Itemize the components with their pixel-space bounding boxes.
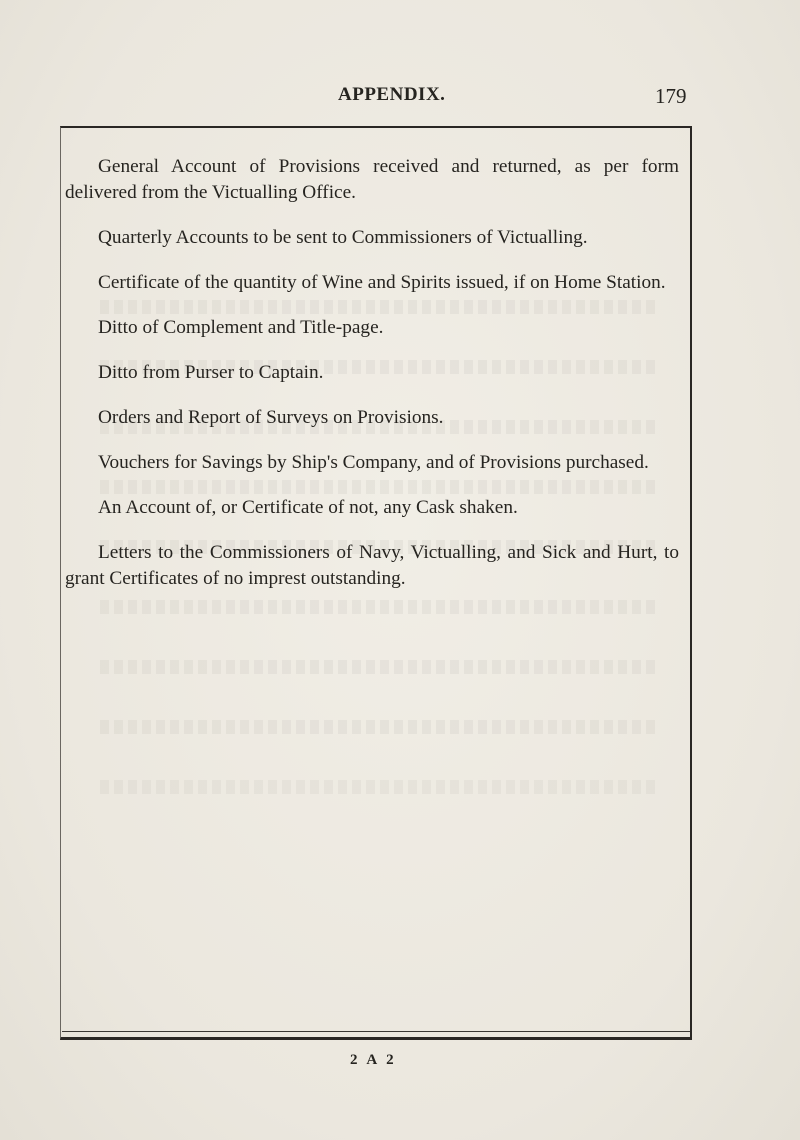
- entry-surveys-on-provisions: Orders and Report of Surveys on Provisions.: [98, 407, 444, 428]
- entry-wine-spirits-certificate: Certificate of the quantity of Wine and Spirits issued, if on Home Station.: [98, 272, 666, 293]
- page-number: 179: [655, 84, 687, 108]
- document-entries: [65, 154, 679, 611]
- entry-vouchers-for-savings: Vouchers for Savings by Ship's Company, and of Provisions purchased.: [98, 452, 649, 473]
- running-head: [0, 84, 800, 114]
- running-title: APPENDIX.: [338, 84, 446, 105]
- entry-complement-title-page: Ditto of Complement and Title-page.: [98, 317, 384, 338]
- entry-general-account: General Account of Provisions received and returned, as per form delivered from the Victualling Office.: [65, 156, 679, 203]
- entry-quarterly-accounts: Quarterly Accounts to be sent to Commissioners of Victualling.: [98, 227, 588, 248]
- frame-bottom-rule: [62, 1031, 690, 1032]
- entry-letters-to-commissioners: Letters to the Commissioners of Navy, Victualling, and Sick and Hurt, to grant Certificates of no imprest outstanding.: [65, 542, 679, 589]
- entry-cask-shaken: An Account of, or Certificate of not, any Cask shaken.: [98, 497, 518, 518]
- signature-mark: 2 A 2: [350, 1052, 397, 1068]
- entry-purser-to-captain: Ditto from Purser to Captain.: [98, 362, 324, 383]
